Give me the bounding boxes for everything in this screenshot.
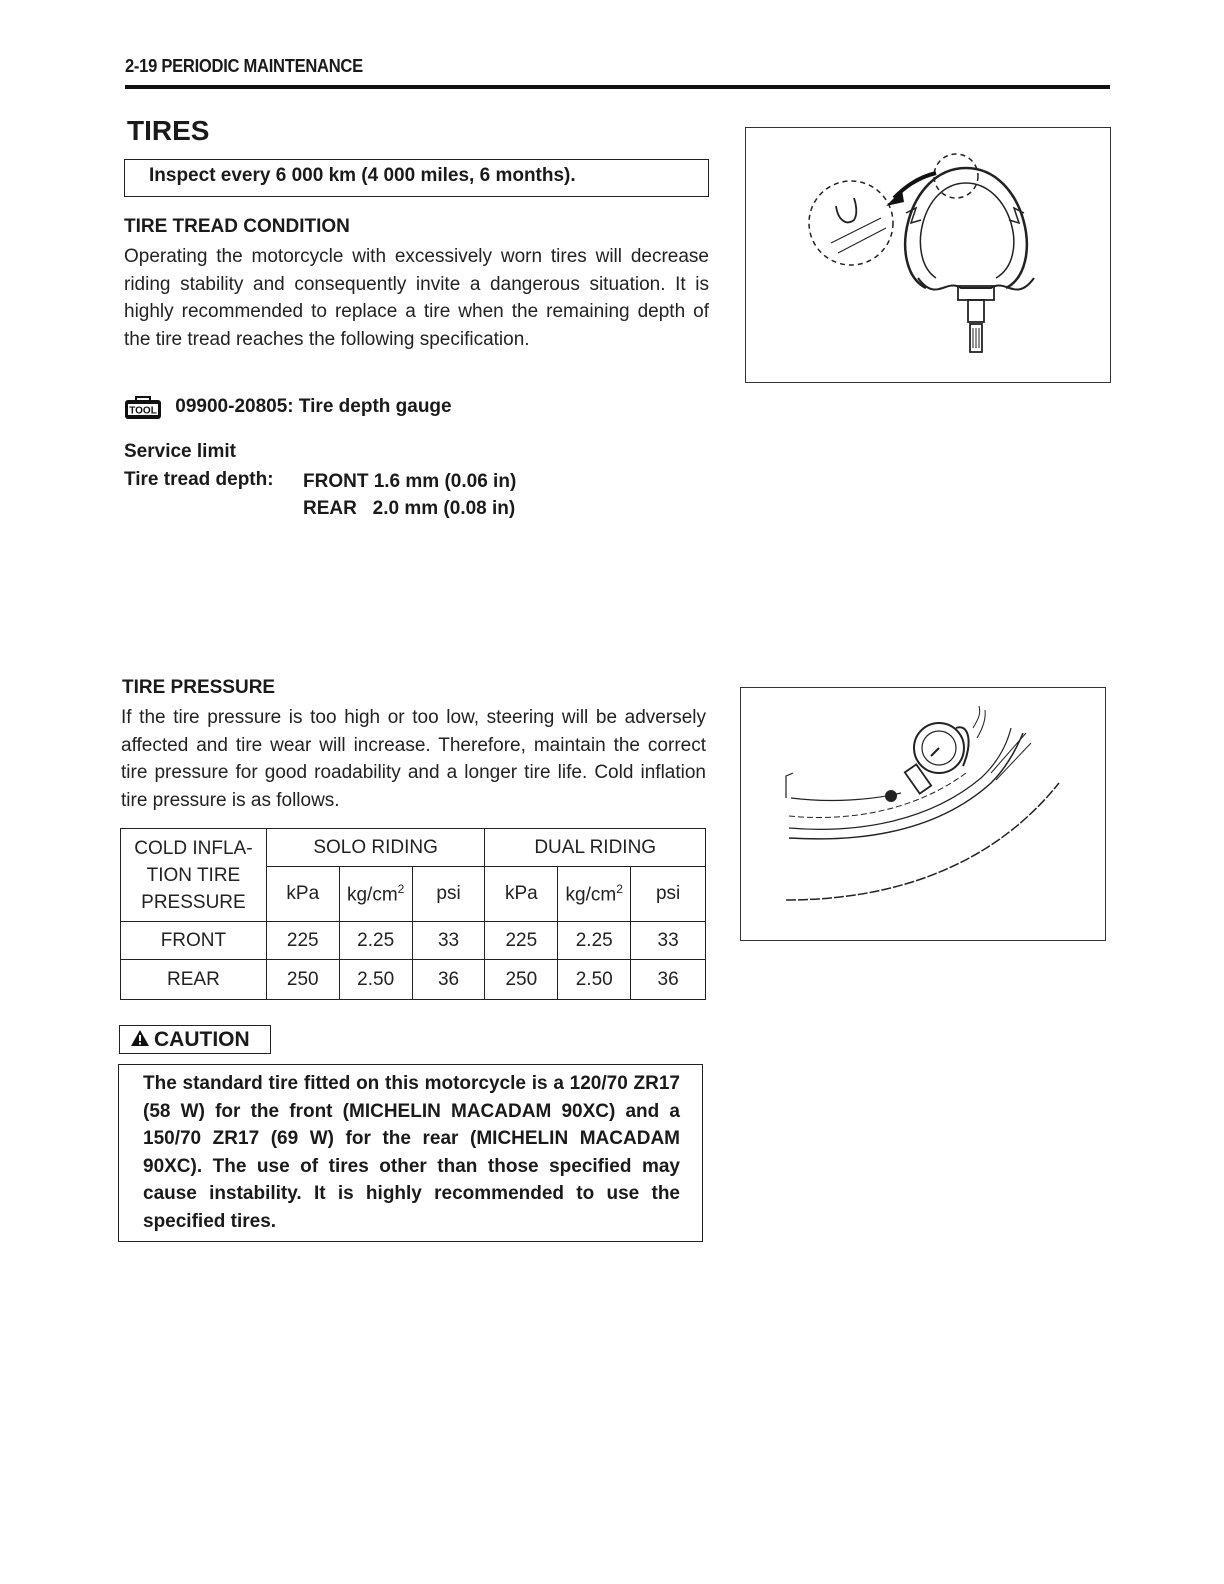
service-limit-label: Service limit [124,441,236,462]
col-dual-kpa: kPa [485,867,558,922]
cell: 2.25 [558,922,631,960]
cell: 225 [266,922,339,960]
cell: 225 [485,922,558,960]
cell: 250 [485,960,558,1000]
cell: 33 [412,922,485,960]
col-solo-kgcm2 [339,867,412,922]
tread-heading: TIRE TREAD CONDITION [124,216,350,237]
table-group-solo: SOLO RIDING [266,829,485,867]
tool-icon [124,396,162,418]
unit-text: kg/cm [346,884,398,906]
cell: 2.50 [558,960,631,1000]
table-row [121,922,706,960]
rear-tread-spec: REAR 2.0 mm (0.08 in) [303,498,516,519]
tread-paragraph: Operating the motorcycle with excessively worn tires will decrease riding stability and consequently invite a dangerous situation. It is highly recommended to replace a tire when the remaining depth of the tire tread reaches the following specification. [124,246,709,350]
table-row [121,960,706,1000]
tread-depth-label: Tire tread depth: [124,469,274,490]
tire-pressure-table [120,828,706,1000]
table-corner-label: COLD INFLA- TION TIRE PRESSURE [121,829,267,922]
col-dual-psi: psi [631,867,706,922]
tool-badge-text: TOOL [129,405,157,417]
front-tread-spec: FRONT 1.6 mm (0.06 in) [303,471,517,492]
warning-icon [130,1027,150,1054]
col-solo-psi: psi [412,867,485,922]
table-group-dual: DUAL RIDING [485,829,706,867]
tool-line [124,396,452,418]
page-header: 2-19 PERIODIC MAINTENANCE [125,56,363,76]
caution-label: CAUTION [154,1028,250,1051]
cell: 2.25 [339,922,412,960]
row-label: REAR [121,960,267,1000]
pressure-heading: TIRE PRESSURE [122,677,276,698]
cell: 250 [266,960,339,1000]
pressure-gauge-figure [740,687,1106,941]
unit-superscript: 2 [397,881,405,896]
caution-box: The standard tire fitted on this motorcycle is a 120/70 ZR17 (58 W) for the front (MICHELIN MACADAM 90XC) and a 150/70 ZR17 (69 W) for the rear (MICHELIN MACADAM 90XC). The use of tires other than those specified may cause instability. It is highly recommended to use the specified tires. [118,1064,703,1242]
row-label: FRONT [121,922,267,960]
cell: 36 [631,960,706,1000]
col-dual-kgcm2 [558,867,631,922]
unit-text: kg/cm [565,884,617,906]
inspect-interval-box: Inspect every 6 000 km (4 000 miles, 6 months). [124,159,709,197]
section-title: TIRES [127,115,210,146]
cell: 2.50 [339,960,412,1000]
col-solo-kpa: kPa [266,867,339,922]
tire-tread-figure [745,127,1111,383]
header-rule [125,85,1110,89]
cell: 33 [631,922,706,960]
caution-tag [119,1025,271,1054]
pressure-paragraph: If the tire pressure is too high or too low, steering will be adversely affected and tire wear will increase. Therefore, maintain the correct tire pressure for good roadability and a longer tire life. Cold inflation tire pressure is as follows. [121,707,706,811]
unit-superscript: 2 [616,881,623,896]
cell: 36 [412,960,485,1000]
tool-text: 09900-20805: Tire depth gauge [175,396,452,418]
